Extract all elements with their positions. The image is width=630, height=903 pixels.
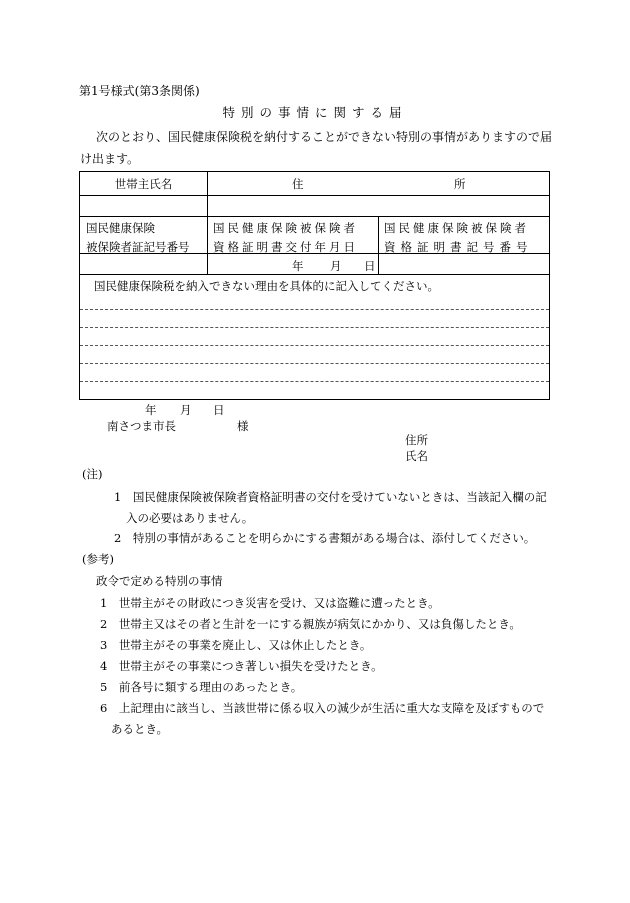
reference-heading: (参考) [82, 552, 114, 566]
reference-item-2: 2 世帯主又はその者と生計を一にする親族が病気にかかり、又は負傷したとき。 [100, 617, 521, 631]
applicant-address-label: 住所 [405, 433, 428, 447]
reference-item-3: 3 世帯主がその事業を廃止し、又は休止したとき。 [100, 638, 372, 652]
application-form-table [79, 171, 550, 400]
applicant-name-label: 氏名 [405, 449, 428, 463]
sign-month-label: 月 [180, 403, 192, 417]
table-rule [80, 399, 549, 400]
note-1-line2: 入の必要はありません。 [126, 511, 254, 525]
table-rule [80, 274, 549, 275]
header-line [86, 220, 202, 236]
householder-name-header: 世帯主氏名 [114, 177, 173, 191]
page-title: 特別の事情に関する届 [222, 105, 408, 120]
address-header-1: 住 [292, 177, 304, 191]
reference-item-4: 4 世帯主がその事業につき著しい損失を受けたとき。 [100, 659, 383, 673]
intro-text-line2: け出ます。 [80, 152, 140, 166]
reference-subheading: 政令で定める特別の事情 [96, 574, 223, 588]
mayor-addressee: 南さつま市長 [107, 419, 176, 433]
writing-line [80, 309, 549, 310]
intro-text-line1: 次のとおり、国民健康保険税を納付することができない特別の事情がありますので届 [96, 130, 553, 144]
writing-line [80, 345, 549, 346]
table-rule [207, 172, 208, 274]
header-text: 資格証明書記号番号 [384, 240, 533, 254]
note-2: 2 特別の事情があることを明らかにする書類がある場合は、添付してください。 [114, 531, 536, 545]
table-rule [80, 216, 549, 217]
sign-day-label: 日 [213, 403, 225, 417]
reference-item-1: 1 世帯主がその財政につき災害を受け、又は盗難に遭ったとき。 [100, 596, 440, 610]
notes-heading: (注) [82, 467, 103, 481]
address-header-2: 所 [454, 177, 466, 191]
insurance-card-number-header [86, 220, 202, 255]
insurance-card-number-field[interactable] [80, 253, 207, 274]
reference-item-5: 5 前各号に類する理由のあったとき。 [100, 680, 303, 694]
sign-year-label: 年 [145, 403, 157, 417]
form-number-label: 第1号様式(第3条関係) [79, 84, 200, 98]
writing-line [80, 327, 549, 328]
header-text: 被保険者証記号番号 [86, 240, 190, 254]
date-day-label: 日 [364, 259, 376, 273]
writing-line [80, 363, 549, 364]
reference-item-6-line2: あるとき。 [111, 722, 169, 736]
header-text: 国民健康保険被保険者 [384, 221, 529, 235]
header-text: 国民健康保険 [86, 221, 155, 235]
header-text: 国民健康保険被保険者 [213, 221, 358, 235]
note-1-line1: 1 国民健康保険被保険者資格証明書の交付を受けていないときは、当該記入欄の記 [114, 490, 547, 504]
date-month-label: 月 [330, 259, 342, 273]
address-field[interactable] [208, 195, 550, 216]
reference-item-6: 6 上記理由に該当し、当該世帯に係る収入の減少が生活に重大な支障を及ぼすもので [100, 701, 545, 715]
certificate-issue-date-header [213, 220, 373, 255]
householder-name-field[interactable] [80, 195, 207, 216]
honorific: 様 [237, 419, 249, 433]
certificate-number-field[interactable] [379, 253, 550, 274]
certificate-number-header [384, 220, 547, 255]
header-text: 資格証明書交付年月日 [213, 240, 358, 254]
writing-line [80, 381, 549, 382]
reason-prompt: 国民健康保険税を納入できない理由を具体的に記入してください。 [94, 279, 439, 293]
date-year-label: 年 [292, 259, 304, 273]
